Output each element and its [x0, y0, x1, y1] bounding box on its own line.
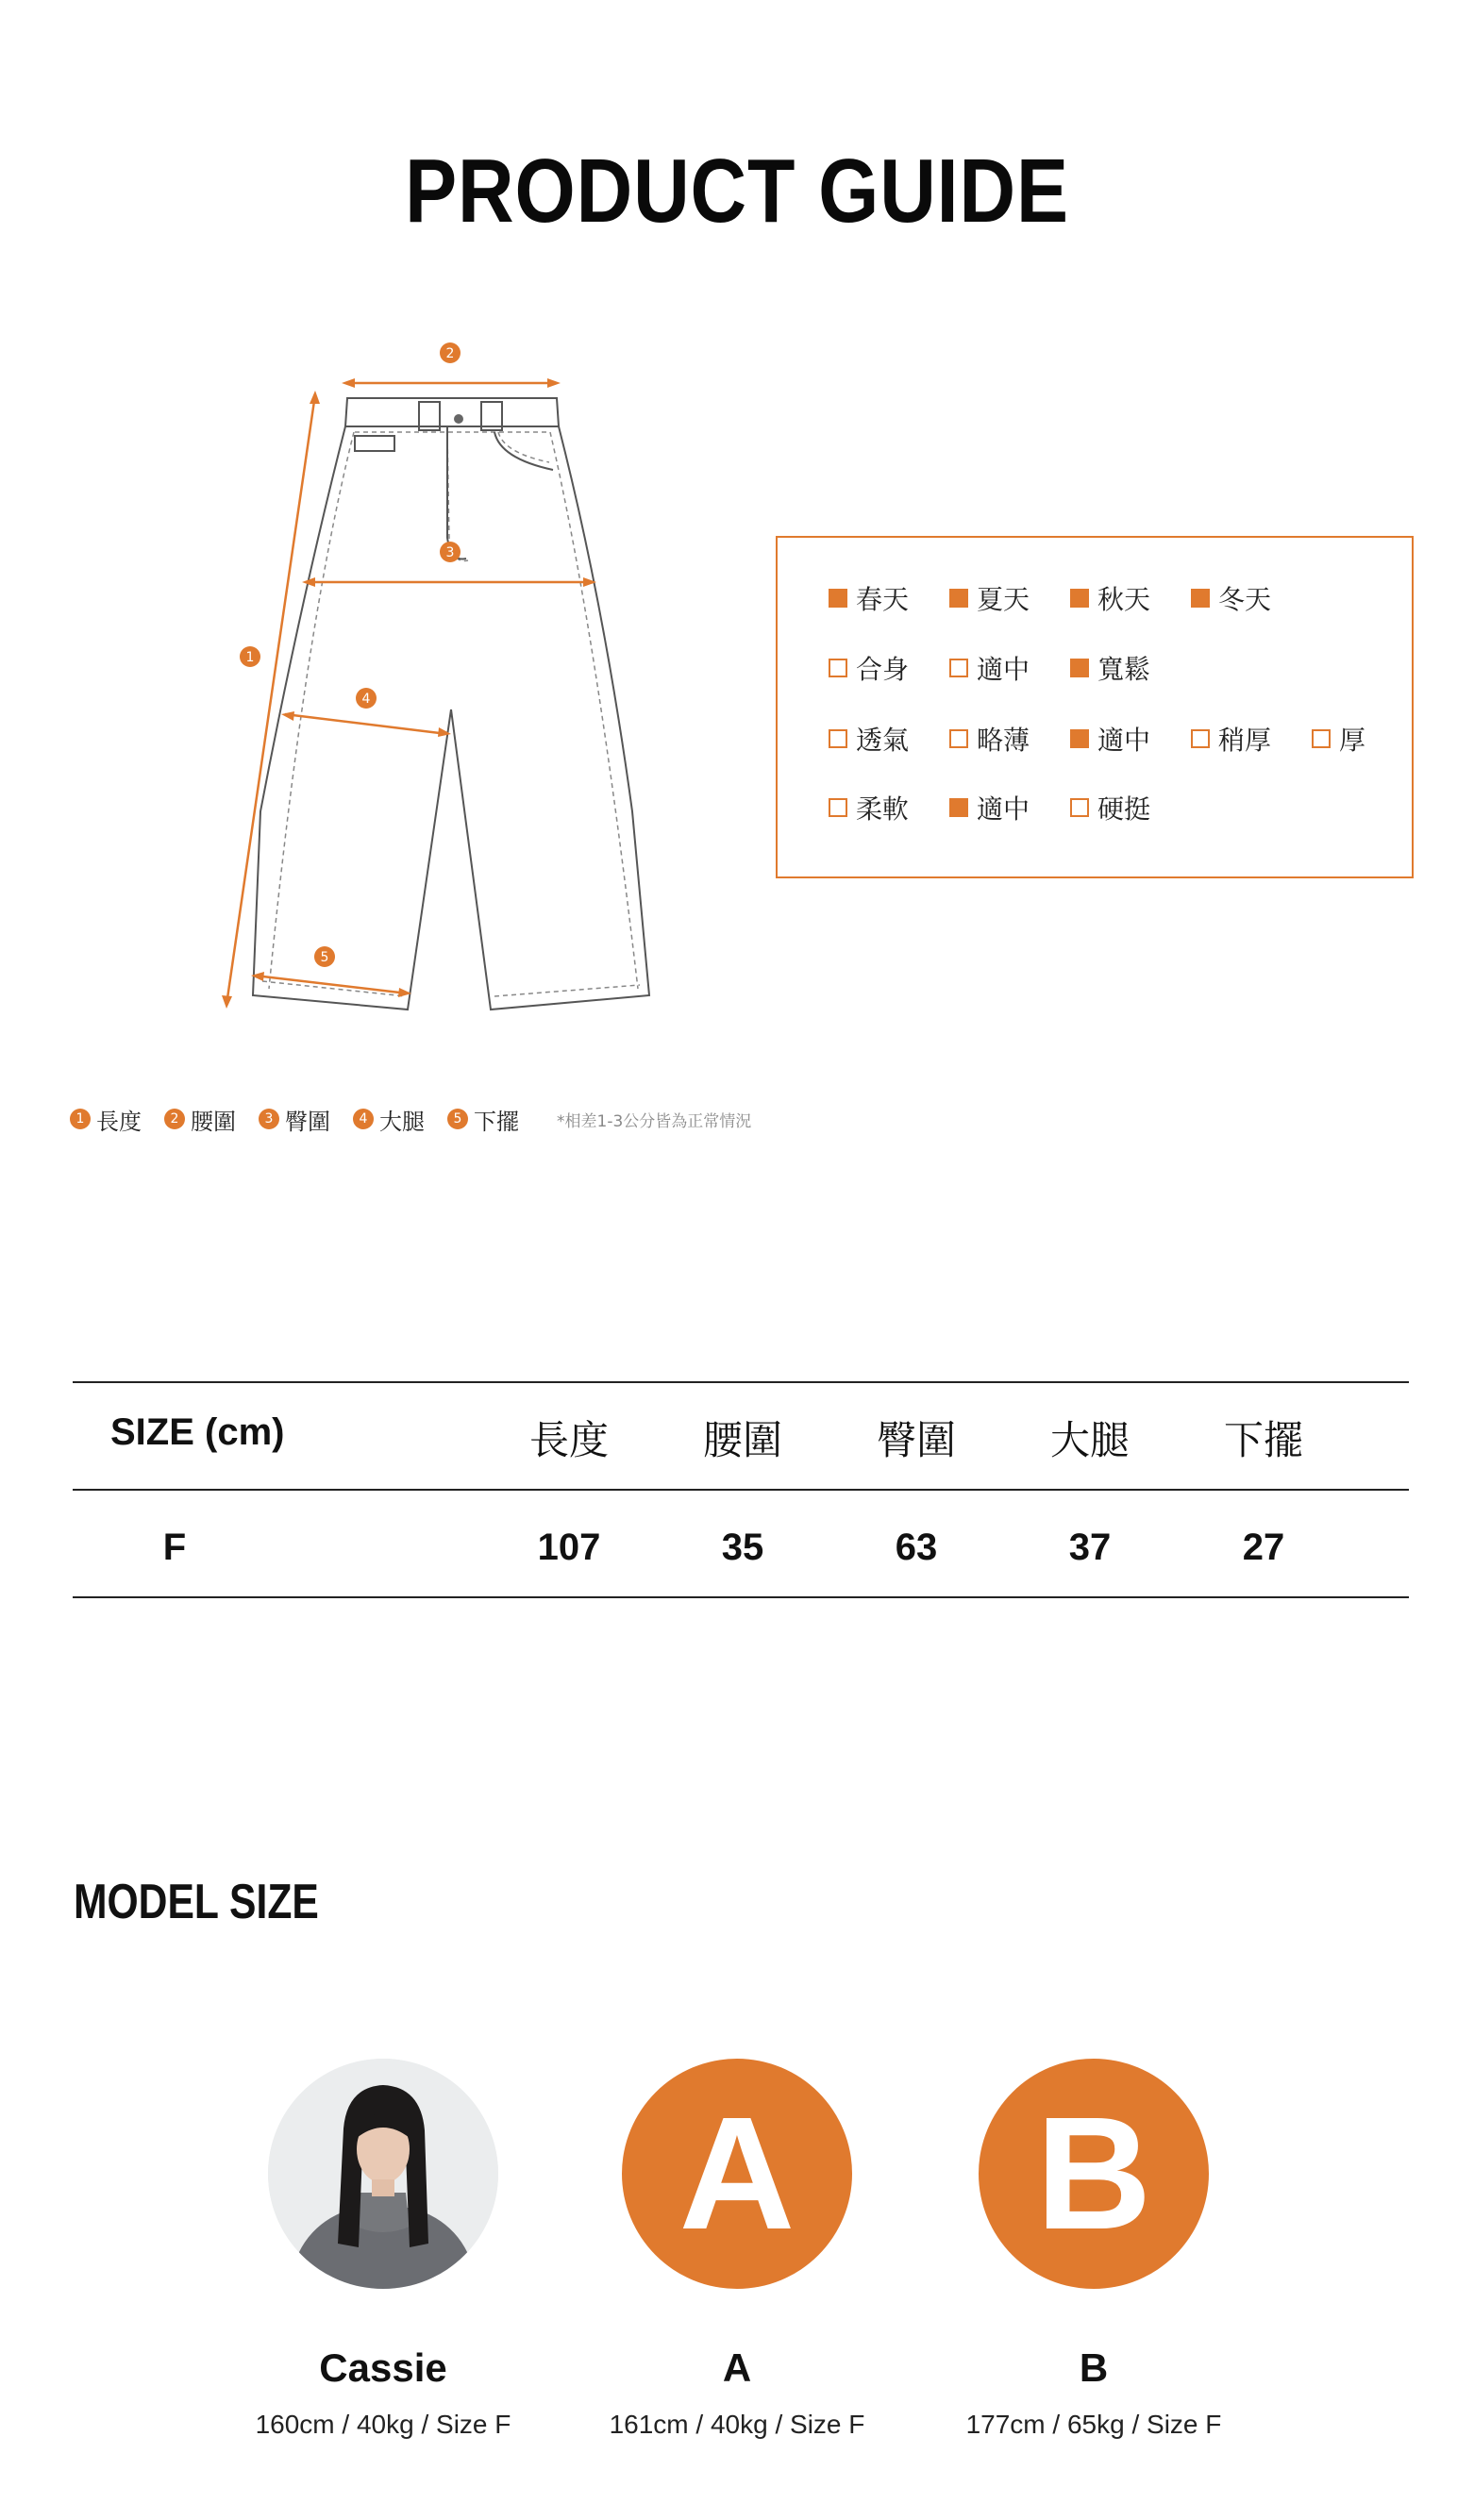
- model-avatar-letter: A: [622, 2059, 852, 2289]
- attr-item: [1191, 720, 1312, 758]
- attr-label: 寬鬆: [1097, 654, 1151, 685]
- column-header: 長度: [528, 1417, 609, 1463]
- model-card-a: [558, 2059, 916, 2440]
- checkbox: [949, 729, 968, 748]
- checkbox: [1191, 589, 1210, 608]
- size-value: F: [162, 1527, 187, 1568]
- checkbox: [1070, 798, 1089, 817]
- checkbox: [829, 659, 847, 677]
- attr-item: [1070, 789, 1191, 826]
- model-card-cassie: [204, 2059, 562, 2440]
- table-bottom-rule: [73, 1596, 1409, 1598]
- legend-label: 腰圍: [191, 1108, 236, 1135]
- legend-item: [447, 1103, 519, 1136]
- attr-label: 稍厚: [1218, 725, 1272, 756]
- marker-length: 1: [245, 650, 255, 665]
- model-stats: 177cm / 65kg / Size F: [965, 2410, 1222, 2439]
- checkbox: [829, 798, 847, 817]
- attr-item: [1312, 720, 1432, 758]
- model-size-heading: MODEL SIZE: [74, 1875, 319, 1929]
- column-header: 腰圍: [702, 1417, 782, 1463]
- model-stats: 161cm / 40kg / Size F: [609, 2410, 865, 2439]
- model-avatar-letter: B: [979, 2059, 1209, 2289]
- column-header: 大腿: [1049, 1417, 1130, 1463]
- attr-row-fit: [829, 651, 1191, 685]
- attr-row-season: [829, 581, 1312, 615]
- table-header-rule: [73, 1489, 1409, 1491]
- table-cell: 37: [1068, 1527, 1112, 1568]
- legend-item: [353, 1103, 425, 1136]
- attr-label: 適中: [1097, 725, 1151, 756]
- table-top-rule: [73, 1381, 1409, 1383]
- attr-label: 冬天: [1218, 584, 1272, 615]
- legend-item: [70, 1103, 142, 1136]
- attr-item: [829, 579, 949, 617]
- attr-item: [829, 720, 949, 758]
- attr-item: [829, 789, 949, 826]
- attr-item: [1191, 579, 1312, 617]
- legend-label: 臀圍: [285, 1108, 330, 1135]
- model-avatar-photo: [268, 2059, 498, 2289]
- attr-item: [949, 720, 1070, 758]
- marker-hem: 5: [320, 950, 329, 965]
- legend-number: 4: [353, 1109, 374, 1129]
- column-header: 臀圍: [876, 1417, 956, 1463]
- attr-row-thickness: [829, 722, 1432, 756]
- table-cell: 27: [1242, 1527, 1285, 1568]
- attr-label: 適中: [977, 654, 1030, 685]
- model-name: A: [722, 2345, 752, 2390]
- legend-label: 大腿: [379, 1108, 425, 1135]
- model-portrait-image: [268, 2059, 498, 2289]
- attr-label: 硬挺: [1097, 793, 1151, 825]
- attr-row-texture: [829, 791, 1191, 825]
- legend-item: [259, 1103, 330, 1136]
- legend-label: 下擺: [474, 1108, 519, 1135]
- attr-item: [829, 649, 949, 687]
- page-title: PRODUCT GUIDE: [405, 141, 1069, 242]
- attr-label: 秋天: [1097, 584, 1151, 615]
- legend-number: 1: [70, 1109, 91, 1129]
- checkbox: [1312, 729, 1331, 748]
- model-card-b: [914, 2059, 1273, 2440]
- attr-label: 適中: [977, 793, 1030, 825]
- attr-label: 夏天: [977, 584, 1030, 615]
- checkbox: [1070, 659, 1089, 677]
- attr-label: 厚: [1339, 725, 1366, 756]
- model-name: B: [1079, 2345, 1109, 2390]
- legend-number: 3: [259, 1109, 279, 1129]
- checkbox: [949, 659, 968, 677]
- marker-thigh: 4: [361, 692, 371, 707]
- model-stats: 160cm / 40kg / Size F: [255, 2410, 511, 2439]
- fabric-attributes-box: [776, 536, 1414, 878]
- checkbox: [1070, 589, 1089, 608]
- attr-item: [949, 789, 1070, 826]
- attr-item: [949, 579, 1070, 617]
- attr-item: [1070, 579, 1191, 617]
- column-header: 下擺: [1223, 1417, 1303, 1463]
- marker-waist: 2: [445, 346, 455, 361]
- attr-item: [949, 649, 1070, 687]
- checkbox: [949, 589, 968, 608]
- checkbox: [1070, 729, 1089, 748]
- attr-label: 合身: [856, 654, 910, 685]
- checkbox: [829, 729, 847, 748]
- legend-label: 長度: [96, 1108, 142, 1135]
- attr-label: 略薄: [977, 725, 1030, 756]
- tolerance-note: *相差1-3公分皆為正常情況: [557, 1111, 752, 1131]
- attr-label: 透氣: [856, 725, 910, 756]
- attr-item: [1070, 720, 1191, 758]
- size-header-label: SIZE (cm): [110, 1411, 285, 1453]
- marker-hip: 3: [445, 545, 455, 560]
- legend-number: 2: [164, 1109, 185, 1129]
- checkbox: [1191, 729, 1210, 748]
- model-name: Cassie: [319, 2345, 447, 2390]
- legend-number: 5: [447, 1109, 468, 1129]
- attr-label: 柔軟: [856, 793, 910, 825]
- checkbox: [829, 589, 847, 608]
- table-cell: 63: [895, 1527, 938, 1568]
- checkbox: [949, 798, 968, 817]
- measurement-legend: [70, 1104, 751, 1134]
- pants-diagram: [0, 321, 755, 1038]
- table-cell: 107: [537, 1527, 601, 1568]
- attr-item: [1070, 649, 1191, 687]
- legend-item: [164, 1103, 236, 1136]
- table-cell: 35: [721, 1527, 764, 1568]
- attr-label: 春天: [856, 584, 910, 615]
